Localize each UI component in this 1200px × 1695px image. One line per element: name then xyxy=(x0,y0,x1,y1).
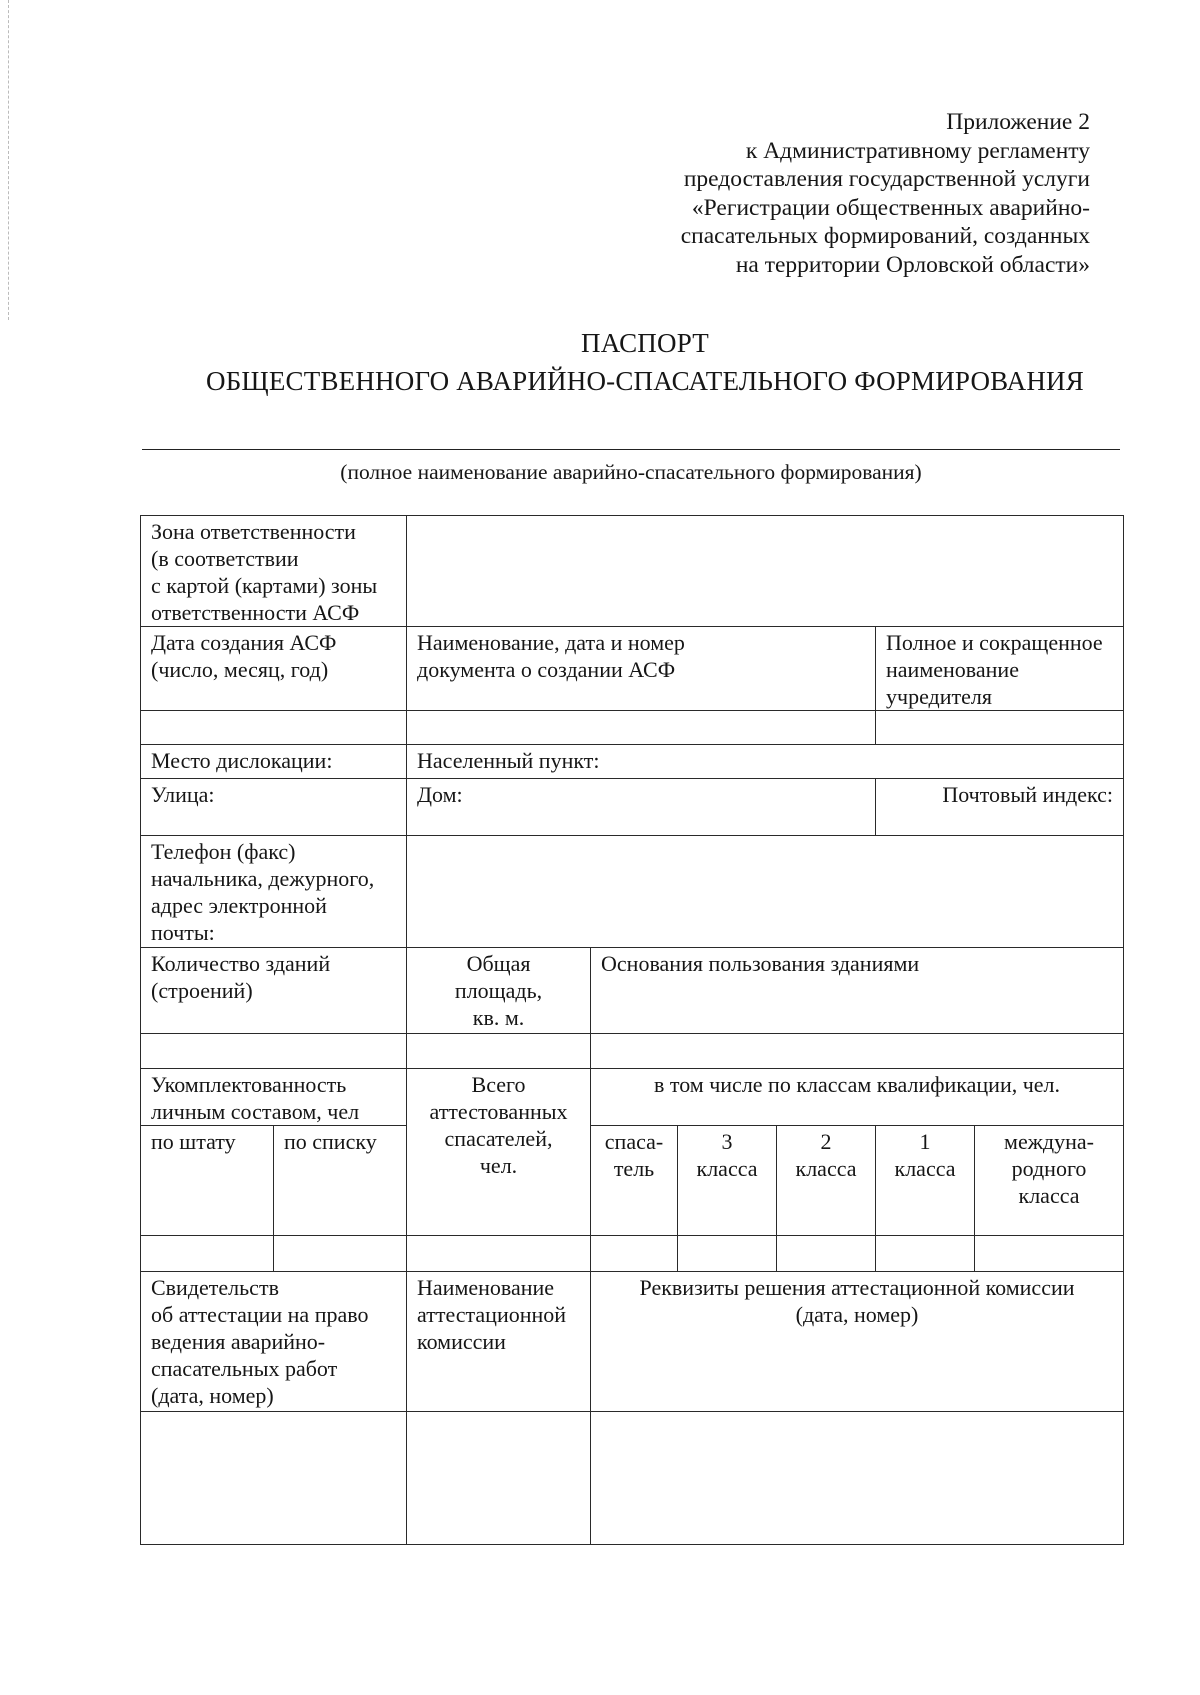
by-class-label: в том числе по классам квалификации, чел. xyxy=(591,1069,1124,1126)
buildings-count-value[interactable] xyxy=(141,1034,407,1069)
class-3-value[interactable] xyxy=(678,1236,777,1272)
creation-document-label: Наименование, дата и номер документа о создании АСФ xyxy=(407,627,876,711)
document-title: ПАСПОРТ xyxy=(581,328,709,358)
commission-name-value[interactable] xyxy=(407,1412,591,1545)
total-area-value[interactable] xyxy=(407,1034,591,1069)
certificate-label: Свидетельств об аттестации на право ведения аварийно- спасательных работ (дата, номер) xyxy=(141,1272,407,1412)
appendix-line: спасательных формирований, созданных xyxy=(680,223,1090,249)
class-1-label: 1 класса xyxy=(876,1126,975,1236)
creation-document-value[interactable] xyxy=(407,711,876,745)
phone-value[interactable] xyxy=(407,836,1124,948)
certified-total-label: Всего аттестованных спасателей, чел. xyxy=(407,1069,591,1236)
buildings-count-label: Количество зданий (строений) xyxy=(141,948,407,1034)
document-subtitle: ОБЩЕСТВЕННОГО АВАРИЙНО-СПАСАТЕЛЬНОГО ФОРМИРОВАНИЯ xyxy=(206,366,1084,396)
buildings-basis-label: Основания пользования зданиями xyxy=(591,948,1124,1034)
staffing-label: Укомплектованность личным составом, чел xyxy=(141,1069,407,1126)
appendix-line: Приложение 2 xyxy=(946,109,1090,135)
postal-code-field[interactable]: Почтовый индекс: xyxy=(876,779,1124,836)
margin-scan-marks xyxy=(8,0,11,320)
class-2-value[interactable] xyxy=(777,1236,876,1272)
location-label: Место дислокации: xyxy=(141,745,407,779)
class-international-label: междуна- родного класса xyxy=(975,1126,1124,1236)
by-list-label: по списку xyxy=(274,1126,407,1236)
house-field[interactable]: Дом: xyxy=(407,779,876,836)
passport-table xyxy=(140,515,1124,1545)
founder-label: Полное и сокращенное наименование учредителя xyxy=(876,627,1124,711)
class-2-label: 2 класса xyxy=(777,1126,876,1236)
commission-decision-label: Реквизиты решения аттестационной комиссии (дата, номер) xyxy=(591,1272,1124,1412)
appendix-line: к Административному регламенту xyxy=(745,137,1090,164)
buildings-basis-value[interactable] xyxy=(591,1034,1124,1069)
appendix-note xyxy=(570,108,1090,279)
class-international-value[interactable] xyxy=(975,1236,1124,1272)
class-rescuer-value[interactable] xyxy=(591,1236,678,1272)
settlement-field[interactable]: Населенный пункт: xyxy=(407,745,1124,779)
commission-name-label: Наименование аттестационной комиссии xyxy=(407,1272,591,1412)
creation-date-label: Дата создания АСФ (число, месяц, год) xyxy=(141,627,407,711)
street-field[interactable]: Улица: xyxy=(141,779,407,836)
appendix-line: на территории Орловской области» xyxy=(735,251,1090,278)
phone-label: Телефон (факс) начальника, дежурного, адрес электронной почты: xyxy=(141,836,407,948)
founder-value[interactable] xyxy=(876,711,1124,745)
class-3-label: 3 класса xyxy=(678,1126,777,1236)
formation-name-line[interactable] xyxy=(142,449,1120,450)
formation-name-hint: (полное наименование аварийно-спасательного формирования) xyxy=(340,460,922,484)
zone-value[interactable] xyxy=(407,516,1124,627)
appendix-line: предоставления государственной услуги xyxy=(683,166,1090,192)
by-staff-value[interactable] xyxy=(141,1236,274,1272)
certified-total-value[interactable] xyxy=(407,1236,591,1272)
class-1-value[interactable] xyxy=(876,1236,975,1272)
appendix-line: «Регистрации общественных аварийно- xyxy=(691,194,1090,221)
total-area-label: Общая площадь, кв. м. xyxy=(407,948,591,1034)
creation-date-value[interactable] xyxy=(141,711,407,745)
zone-label: Зона ответственности (в соответствии с картой (картами) зоны ответственности АСФ xyxy=(141,516,407,627)
commission-decision-value[interactable] xyxy=(591,1412,1124,1545)
class-rescuer-label: спаса- тель xyxy=(591,1126,678,1236)
by-staff-label: по штату xyxy=(141,1126,274,1236)
by-list-value[interactable] xyxy=(274,1236,407,1272)
certificate-value[interactable] xyxy=(141,1412,407,1545)
